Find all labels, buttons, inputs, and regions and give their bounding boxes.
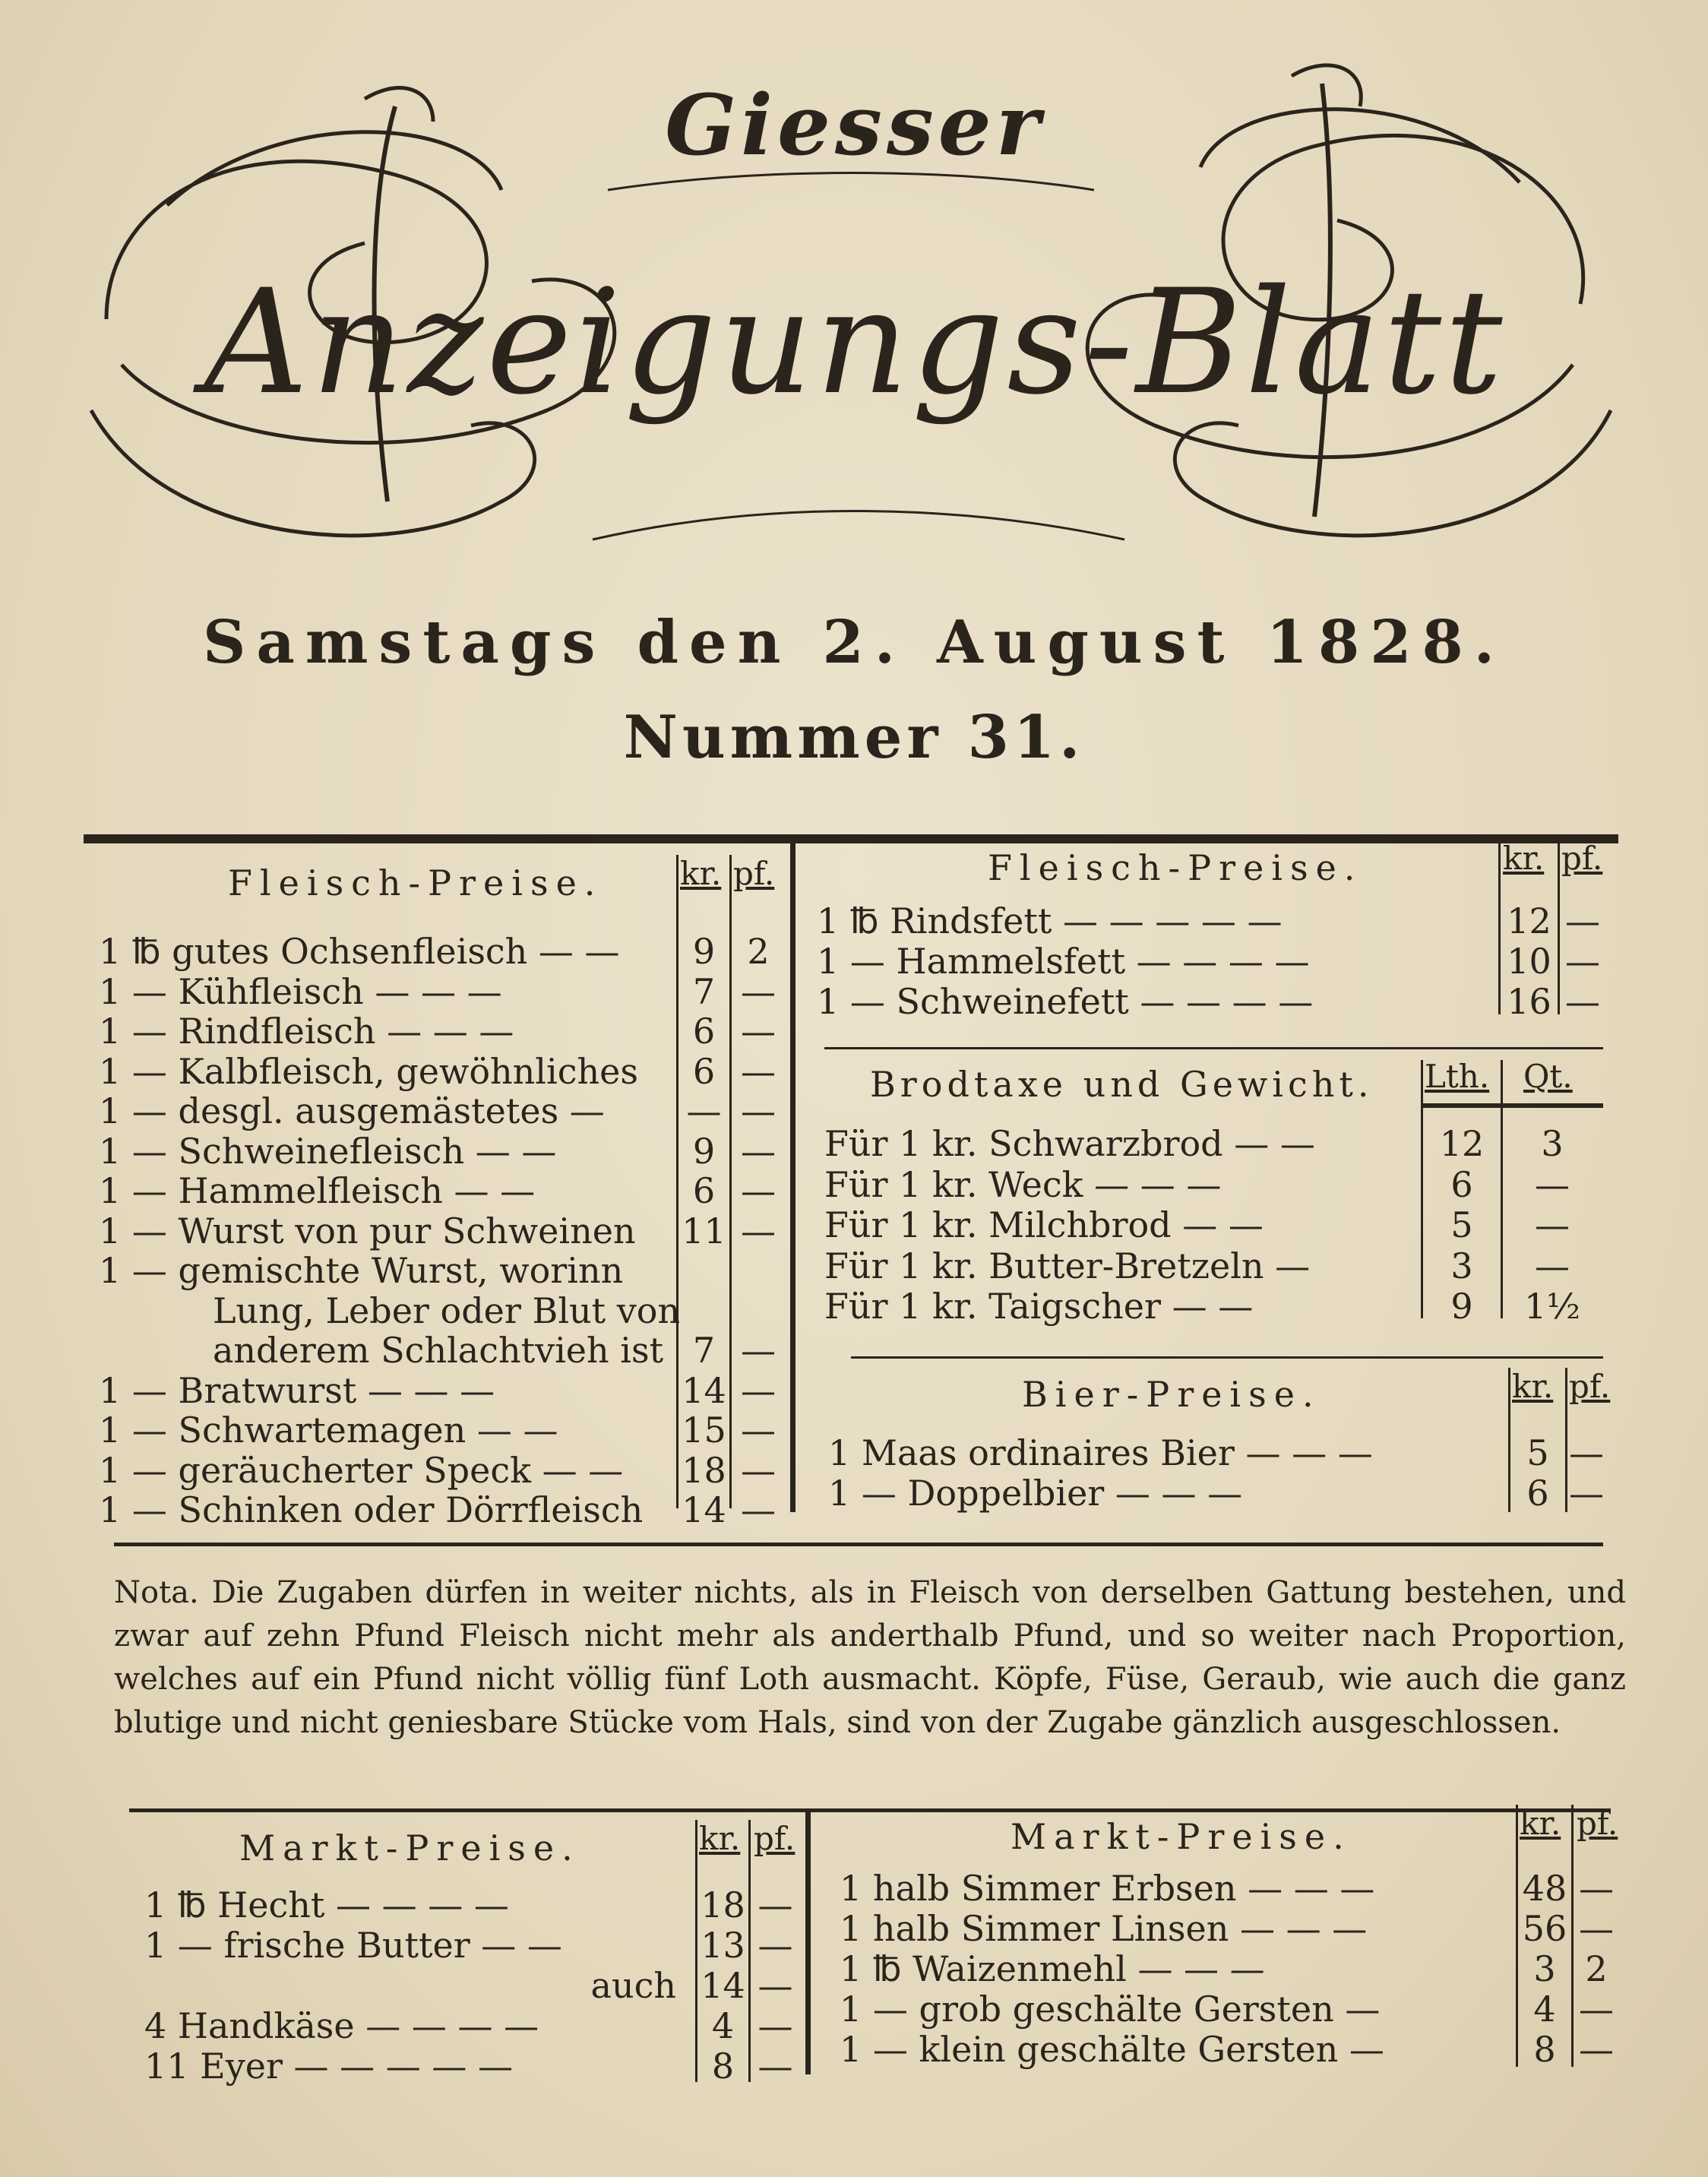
masthead-title: Anzeigungs-Blatt: [204, 258, 1506, 426]
table-row-label: 1 ℔ Rindsfett — — — — —: [817, 900, 1283, 941]
bier-col-pf: pf.: [1569, 1368, 1611, 1405]
column-divider: [790, 843, 795, 1512]
table-cell-lth: 12: [1439, 1123, 1485, 1164]
nota-paragraph: Nota. Die Zugaben dürfen in weiter nichts, als in Fleisch von derselben Gattung bestehen, und zwar auf zehn Pfund Fleisch nicht mehr als anderthalb Pfund, und so weiter nach Proportion, welches auf ein Pfund nicht völlig fünf Loth ausmacht. Köpfe, Füse, Geraub, wie auch die ganz blutige und nicht geniesbare Stücke vom Hals, sind von der Zugabe gänzlich ausgeschlossen.: [114, 1575, 1626, 1740]
table-cell-kr: 7: [692, 1330, 716, 1371]
table-row-label: 1 — Kalbfleisch, gewöhnliches: [99, 1051, 638, 1092]
table-cell-kr: 56: [1522, 1908, 1567, 1949]
table-cell-pf: —: [1569, 1432, 1604, 1473]
table-cell-kr: 6: [692, 1051, 716, 1092]
table-row-label: 1 — Hammelfleisch — —: [99, 1170, 536, 1211]
table-cell-pf: —: [741, 1210, 776, 1251]
table-cell-lth: 3: [1450, 1245, 1473, 1286]
table-cell-kr: 3: [1533, 1948, 1556, 1989]
table-row-label: 1 — geräucherter Speck — —: [99, 1450, 624, 1491]
table-cell-kr: [678, 1290, 729, 1331]
brod-header-rule: [1421, 1103, 1603, 1108]
table-cell-pf: —: [1569, 1473, 1604, 1514]
table-cell-pf: —: [741, 1131, 776, 1172]
table-row-label: 1 halb Simmer Erbsen — — —: [840, 1868, 1375, 1909]
table-cell-kr: 11: [682, 1210, 726, 1251]
table-cell-qt: —: [1535, 1204, 1570, 1245]
brod-col-qt: Qt.: [1523, 1058, 1573, 1095]
markt-right-col-pf: pf.: [1577, 1805, 1618, 1842]
table-cell-kr: —: [686, 1090, 722, 1131]
table-row-label: 1 — frische Butter — —: [144, 1925, 562, 1966]
fleisch-left-col-kr: kr.: [680, 855, 722, 892]
bier-title: Bier-Preise.: [1022, 1374, 1321, 1415]
table-cell-pf: —: [741, 1450, 776, 1491]
table-row-label: 1 — Schinken oder Dörrfleisch: [99, 1489, 644, 1530]
table-cell-pf: —: [758, 1965, 793, 2006]
table-row-label: Lung, Leber oder Blut von: [213, 1290, 681, 1331]
table-cell-pf: —: [741, 1090, 776, 1131]
table-cell-pf: —: [1565, 981, 1600, 1022]
brod-col-lth: Lth.: [1425, 1058, 1490, 1095]
table-row-label: 4 Handkäse — — — —: [144, 2005, 539, 2046]
table-cell-pf: —: [1579, 1868, 1614, 1909]
table-cell-kr: 9: [692, 1131, 716, 1172]
fleisch-left-col-pf: pf.: [733, 855, 775, 892]
table-cell-kr: 10: [1507, 941, 1551, 982]
table-cell-kr: 7: [692, 971, 716, 1012]
table-cell-pf: [732, 1290, 785, 1331]
table-cell-lth: 5: [1450, 1204, 1473, 1245]
markt-right-title: Markt-Preise.: [1011, 1816, 1352, 1857]
table-cell-pf: —: [741, 1051, 776, 1092]
table-cell-pf: —: [741, 1011, 776, 1052]
table-cell-pf: 2: [1585, 1948, 1608, 1989]
rule-before-markt: [129, 1808, 1611, 1812]
table-row-label: 1 — gemischte Wurst, worinn: [99, 1250, 624, 1291]
table-row-label: 1 — Doppelbier — — —: [828, 1473, 1243, 1514]
table-cell-qt: 1½: [1524, 1286, 1580, 1327]
table-cell-pf: —: [758, 1925, 793, 1966]
issue-dateline: Samstags den 2. August 1828.: [203, 608, 1505, 677]
table-cell-kr: 18: [682, 1450, 726, 1491]
table-cell-kr: 8: [711, 2046, 735, 2087]
table-row-label: 1 — Schweinefleisch — —: [99, 1131, 557, 1172]
markt-left-col-kr: kr.: [699, 1820, 741, 1857]
markt-left-title: Markt-Preise.: [239, 1827, 580, 1868]
table-cell-kr: 14: [682, 1489, 726, 1530]
table-cell-kr: 6: [1526, 1473, 1549, 1514]
table-cell-kr: 6: [692, 1011, 716, 1052]
table-row-label: 1 — Schwartemagen — —: [99, 1410, 558, 1451]
table-cell-pf: —: [741, 971, 776, 1012]
rule-before-brod: [824, 1047, 1603, 1049]
table-cell-pf: —: [1579, 1908, 1614, 1949]
bier-col-kr: kr.: [1512, 1368, 1554, 1405]
fleisch-left-title: Fleisch-Preise.: [228, 862, 603, 903]
table-cell-pf: —: [741, 1170, 776, 1211]
table-row-label: 1 — Kühfleisch — — —: [99, 971, 502, 1012]
rule-before-bier: [851, 1356, 1603, 1359]
markt-left-col-pf: pf.: [754, 1820, 795, 1857]
table-cell-pf: —: [758, 2046, 793, 2087]
table-cell-kr: 12: [1507, 900, 1551, 941]
table-cell-kr: 14: [682, 1370, 726, 1411]
table-cell-pf: —: [741, 1370, 776, 1411]
table-cell-kr: 4: [711, 2005, 735, 2046]
table-cell-kr: 16: [1507, 981, 1551, 1022]
table-cell-kr: 13: [701, 1925, 745, 1966]
table-cell-pf: —: [1579, 2029, 1614, 2070]
table-cell-qt: —: [1535, 1164, 1570, 1205]
table-row-label: 1 — grob geschälte Gersten —: [840, 1989, 1381, 2030]
table-row-label: auch: [590, 1965, 676, 2006]
table-cell-kr: 15: [682, 1410, 726, 1451]
table-row-label: 1 — Bratwurst — — —: [99, 1370, 495, 1411]
table-cell-pf: —: [741, 1410, 776, 1451]
table-cell-pf: [732, 1250, 785, 1291]
table-cell-qt: —: [1535, 1245, 1570, 1286]
table-cell-kr: 14: [701, 1965, 745, 2006]
top-rule: [84, 834, 1618, 843]
table-cell-lth: 9: [1450, 1286, 1473, 1327]
table-row-label: 1 — Schweinefett — — — —: [817, 981, 1314, 1022]
table-cell-pf: —: [741, 1489, 776, 1530]
table-row-label: 1 — desgl. ausgemästetes —: [99, 1090, 605, 1131]
table-row-label: Für 1 kr. Butter-Bretzeln —: [824, 1245, 1311, 1286]
table-cell-kr: 18: [701, 1884, 745, 1925]
markt-right-col-kr: kr.: [1520, 1805, 1561, 1842]
markt-column-divider: [805, 1812, 811, 2074]
fleisch-right-col-pf: pf.: [1561, 840, 1603, 877]
table-cell-qt: 3: [1541, 1123, 1564, 1164]
table-cell-pf: —: [758, 1884, 793, 1925]
table-row-label: 1 — klein geschälte Gersten —: [840, 2029, 1384, 2070]
table-row-label: 1 halb Simmer Linsen — — —: [840, 1908, 1368, 1949]
masthead-line1: Giesser: [665, 76, 1045, 174]
table-row-label: Für 1 kr. Taigscher — —: [824, 1286, 1254, 1327]
table-row-label: 1 ℔ Waizenmehl — — —: [840, 1948, 1265, 1989]
table-row-label: Für 1 kr. Schwarzbrod — —: [824, 1123, 1315, 1164]
table-row-label: 1 — Rindfleisch — — —: [99, 1011, 514, 1052]
table-row-label: 1 — Hammelsfett — — — —: [817, 941, 1310, 982]
table-cell-lth: 6: [1450, 1164, 1473, 1205]
brod-title: Brodtaxe und Gewicht.: [870, 1064, 1374, 1105]
table-row-label: anderem Schlachtvieh ist: [213, 1330, 664, 1371]
table-row-label: 1 — Wurst von pur Schweinen: [99, 1210, 636, 1251]
table-cell-kr: 6: [692, 1170, 716, 1211]
table-cell-kr: 48: [1522, 1868, 1567, 1909]
table-row-label: 1 ℔ Hecht — — — —: [144, 1884, 509, 1925]
issue-number: Nummer 31.: [623, 703, 1085, 772]
table-row-label: 1 ℔ gutes Ochsenfleisch — —: [99, 931, 620, 972]
table-cell-kr: [678, 1250, 729, 1291]
table-row-label: 1 Maas ordinaires Bier — — —: [828, 1432, 1373, 1473]
table-row-label: Für 1 kr. Milchbrod — —: [824, 1204, 1264, 1245]
table-cell-kr: 5: [1526, 1432, 1549, 1473]
table-cell-kr: 4: [1533, 1989, 1556, 2030]
table-row-label: 11 Eyer — — — — —: [144, 2046, 514, 2087]
table-cell-pf: 2: [747, 931, 770, 972]
table-cell-pf: —: [758, 2005, 793, 2046]
fleisch-right-title: Fleisch-Preise.: [988, 847, 1363, 888]
rule-before-nota: [114, 1543, 1603, 1546]
fleisch-right-col-kr: kr.: [1503, 840, 1545, 877]
table-cell-kr: 9: [692, 931, 716, 972]
table-cell-pf: —: [1579, 1989, 1614, 2030]
table-cell-pf: —: [1565, 941, 1600, 982]
masthead: [76, 15, 1634, 608]
table-cell-pf: —: [741, 1330, 776, 1371]
table-cell-pf: —: [1565, 900, 1600, 941]
table-row-label: Für 1 kr. Weck — — —: [824, 1164, 1222, 1205]
table-cell-kr: 8: [1533, 2029, 1556, 2070]
